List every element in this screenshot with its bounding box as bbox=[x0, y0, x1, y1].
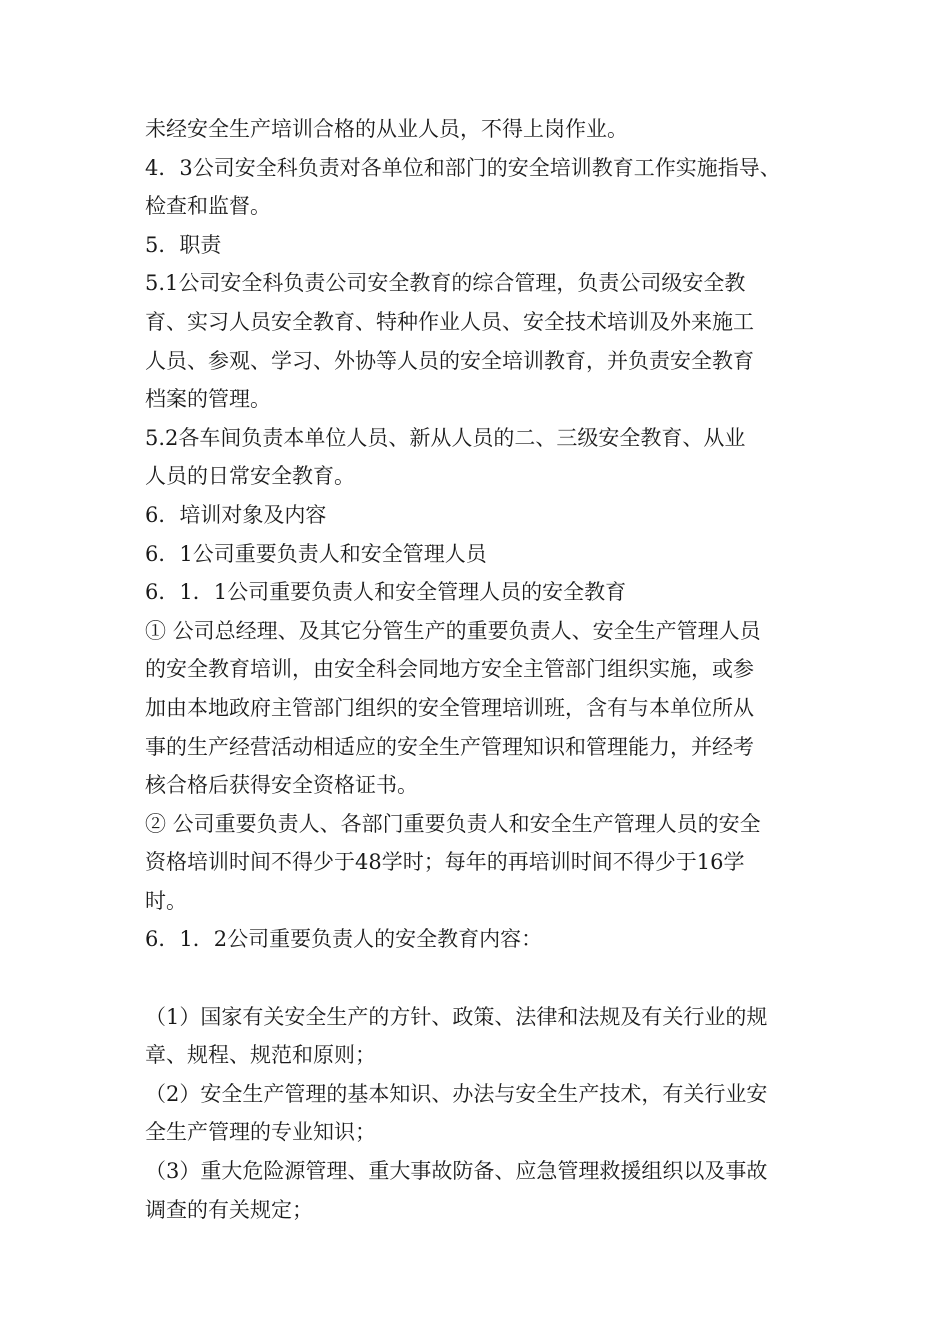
text-line: 调查的有关规定； bbox=[145, 1197, 313, 1222]
text-line: ② 公司重要负责人、各部门重要负责人和安全生产管理人员的安全 bbox=[145, 811, 761, 836]
list-item: （1）国家有关安全生产的方针、政策、法律和法规及有关行业的规 bbox=[145, 1004, 768, 1029]
text-line: 档案的管理。 bbox=[145, 387, 271, 412]
text-line: 检查和监督。 bbox=[145, 194, 271, 219]
document-body bbox=[145, 110, 825, 1229]
subsection-heading: 6．1公司重要负责人和安全管理人员 bbox=[145, 541, 487, 566]
text-line: 人员、参观、学习、外协等人员的安全培训教育，并负责安全教育 bbox=[145, 348, 754, 373]
blank-line bbox=[145, 959, 825, 998]
subsection-heading: 6．1．1公司重要负责人和安全管理人员的安全教育 bbox=[145, 580, 627, 605]
section-heading: 5．职责 bbox=[145, 232, 222, 257]
text-line: 全生产管理的专业知识； bbox=[145, 1120, 376, 1145]
list-item: （3）重大危险源管理、重大事故防备、应急管理救援组织以及事故 bbox=[145, 1159, 768, 1184]
text-line: 章、规程、规范和原则； bbox=[145, 1043, 376, 1068]
list-item: （2）安全生产管理的基本知识、办法与安全生产技术，有关行业安 bbox=[145, 1081, 768, 1106]
text-line: 资格培训时间不得少于48学时；每年的再培训时间不得少于16学 bbox=[145, 850, 745, 875]
text-line: 4．3公司安全科负责对各单位和部门的安全培训教育工作实施指导、 bbox=[145, 155, 781, 180]
text-line: 5.2各车间负责本单位人员、新从人员的二、三级安全教育、从业 bbox=[145, 425, 746, 450]
text-line: ① 公司总经理、及其它分管生产的重要负责人、安全生产管理人员 bbox=[145, 618, 761, 643]
text-line: 未经安全生产培训合格的从业人员，不得上岗作业。 bbox=[145, 117, 628, 141]
text-line: 5.1公司安全科负责公司安全教育的综合管理，负责公司级安全教 bbox=[145, 271, 746, 296]
text-line: 育、实习人员安全教育、特种作业人员、安全技术培训及外来施工 bbox=[145, 309, 754, 334]
text-line: 人员的日常安全教育。 bbox=[145, 464, 355, 489]
text-line: 核合格后获得安全资格证书。 bbox=[145, 773, 418, 798]
subsection-heading: 6．1．2公司重要负责人的安全教育内容： bbox=[145, 927, 543, 952]
text-line: 加由本地政府主管部门组织的安全管理培训班，含有与本单位所从 bbox=[145, 695, 754, 720]
text-line: 时。 bbox=[145, 888, 187, 913]
section-heading: 6．培训对象及内容 bbox=[145, 502, 327, 527]
text-line: 事的生产经营活动相适应的安全生产管理知识和管理能力，并经考 bbox=[145, 734, 754, 759]
text-line: 的安全教育培训，由安全科会同地方安全主管部门组织实施，或参 bbox=[145, 657, 754, 682]
